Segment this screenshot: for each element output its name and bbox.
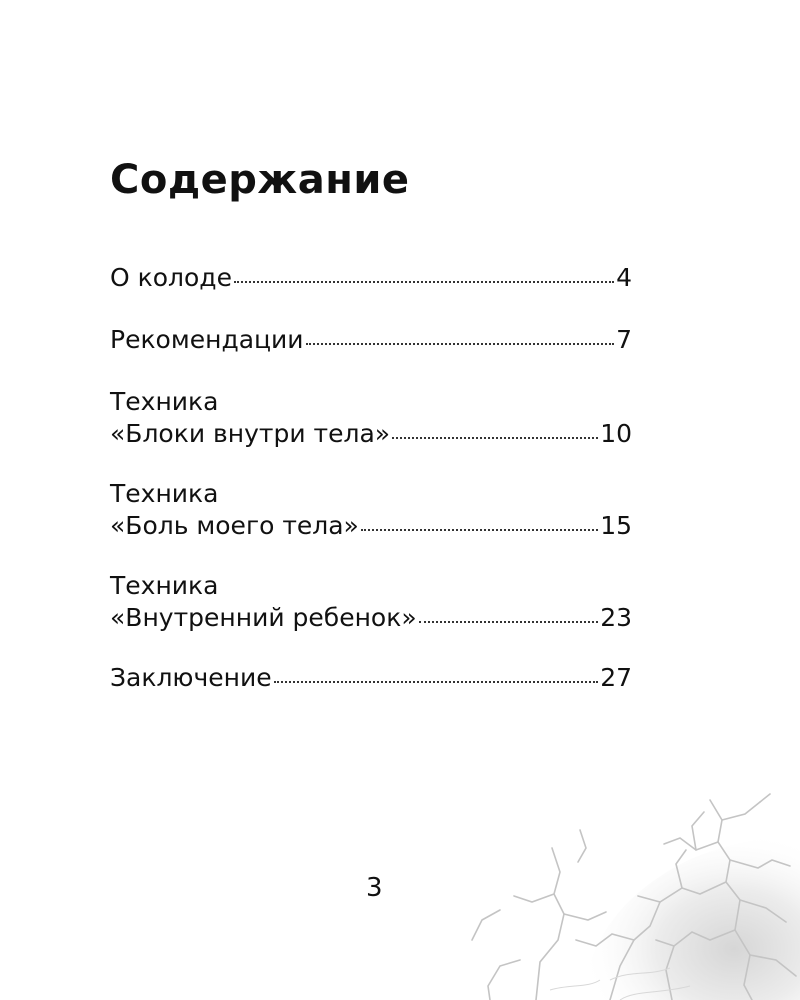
toc-label: О колоде — [110, 263, 232, 292]
toc-line — [110, 510, 632, 542]
toc-line — [110, 262, 632, 294]
toc-label: Заключение — [110, 663, 272, 692]
toc-line — [110, 602, 632, 634]
toc-dot-leader — [274, 681, 599, 683]
toc-dot-leader — [361, 529, 598, 531]
toc-entry-inner-child[interactable] — [110, 570, 632, 634]
toc-line — [110, 324, 632, 356]
toc-page-number: 7 — [616, 325, 632, 354]
toc-heading: Техника — [110, 387, 219, 416]
page-number: 3 — [366, 873, 383, 903]
toc-page-number: 27 — [600, 663, 632, 692]
toc-entry-recommendations[interactable] — [110, 324, 632, 356]
toc-line — [110, 662, 632, 694]
toc-heading: Техника — [110, 479, 219, 508]
toc-entry-about-deck[interactable] — [110, 262, 632, 294]
toc-label: «Внутренний ребенок» — [110, 603, 417, 632]
toc-entry-conclusion[interactable] — [110, 662, 632, 694]
page-title: Содержание — [110, 157, 410, 203]
toc-dot-leader — [392, 437, 598, 439]
toc-label: «Блоки внутри тела» — [110, 419, 391, 448]
toc-label: «Боль моего тела» — [110, 511, 359, 540]
toc-dot-leader — [306, 343, 615, 345]
cracked-stone-texture-icon — [460, 790, 800, 1000]
toc-dot-leader — [234, 281, 614, 283]
toc-page-number: 4 — [616, 263, 632, 292]
toc-page-number: 15 — [600, 511, 632, 540]
toc-dot-leader — [419, 621, 599, 623]
toc-page-number: 23 — [600, 603, 632, 632]
table-of-contents — [110, 262, 632, 724]
toc-page-number: 10 — [600, 419, 632, 448]
toc-label: Рекомендации — [110, 325, 304, 354]
toc-entry-body-pain[interactable] — [110, 478, 632, 542]
toc-line — [110, 418, 632, 450]
toc-entry-body-blocks[interactable] — [110, 386, 632, 450]
toc-heading: Техника — [110, 571, 219, 600]
